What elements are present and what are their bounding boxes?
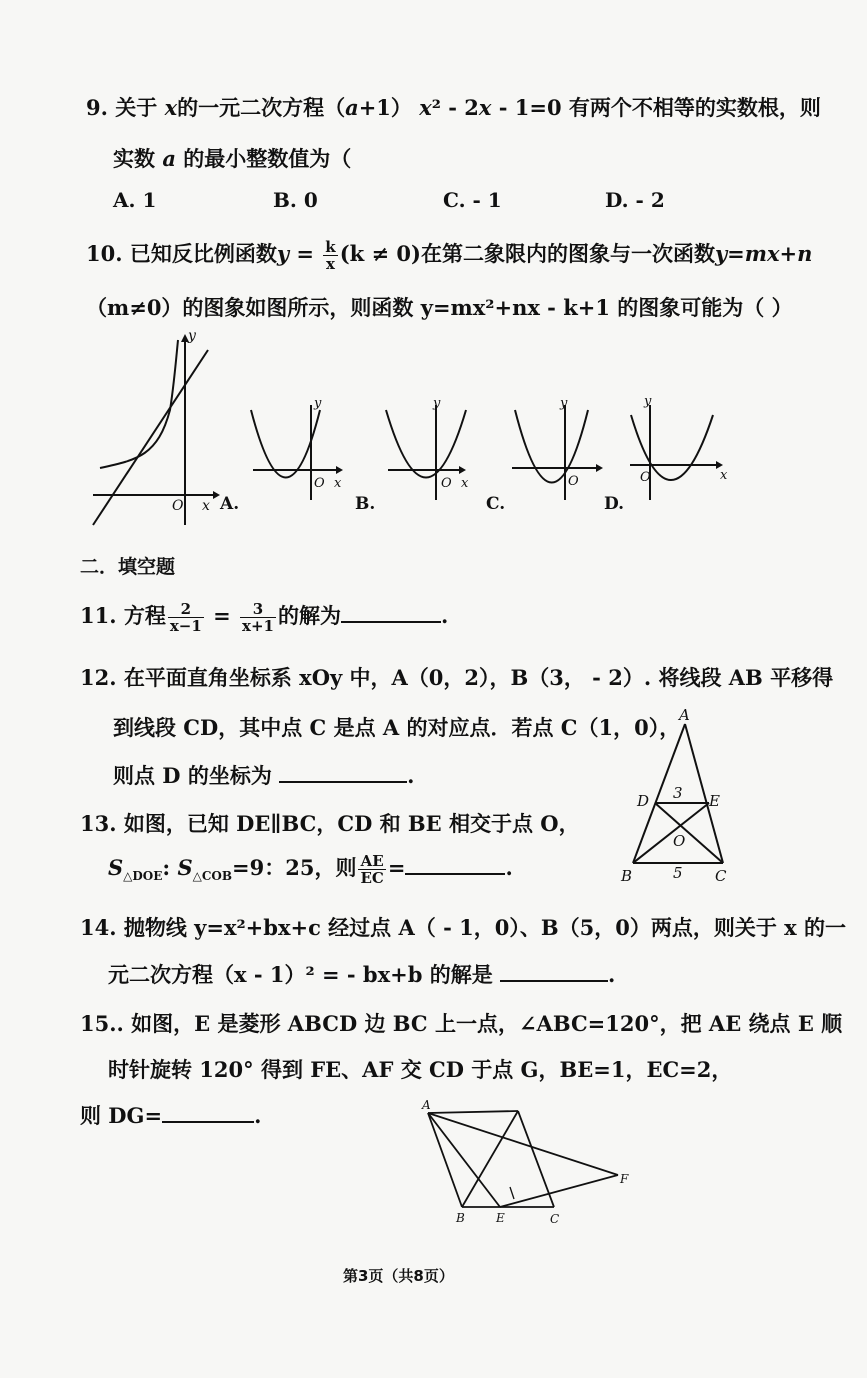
q10-option-b-graph <box>383 395 483 505</box>
q9-text: 实数 <box>113 146 155 171</box>
q13-sub: △COB <box>192 869 233 884</box>
vertex-label-c: C <box>550 1212 560 1226</box>
q10-option-a-label: A. <box>220 494 240 514</box>
axis-label-y: y <box>433 396 441 411</box>
q14-text: 元二次方程（x - 1）² = - bx+b 的解是 <box>108 962 493 987</box>
handwritten-mark-3: 3 <box>673 784 683 802</box>
q9-var: a <box>162 146 176 171</box>
q13-text: =9：25，则 <box>232 855 357 880</box>
segment-ef <box>500 1175 618 1207</box>
axis-label-y: y <box>188 328 196 344</box>
segment-dc <box>655 803 723 863</box>
q14-number: 14. <box>80 915 117 940</box>
origin-label: O <box>640 470 651 485</box>
q11-fraction-2 <box>240 601 276 635</box>
q14-line1 <box>80 912 846 942</box>
q9-text: 的一元二次方程（ <box>177 95 346 120</box>
q13-line2 <box>108 852 513 887</box>
q10-option-a-graph <box>248 395 348 505</box>
q10-frac-num: k <box>325 237 336 256</box>
q9-option-d: D. - 2 <box>605 188 665 212</box>
linear-function-line <box>93 350 208 525</box>
q11-answer-blank[interactable] <box>341 603 441 623</box>
q15-line1 <box>80 1008 842 1038</box>
q9-text: +1） <box>358 95 412 120</box>
q14-line2 <box>108 959 615 989</box>
axis-label-x: x <box>720 468 728 483</box>
q13-colon: : <box>162 855 171 880</box>
q13-s: S <box>177 855 193 880</box>
q10-main-graph <box>88 330 228 530</box>
q15-line3 <box>80 1100 261 1130</box>
x-axis-arrow <box>213 491 220 499</box>
vertex-label-a: A <box>679 706 690 724</box>
q9-text: 关于 <box>115 95 158 120</box>
axis-label-x: x <box>202 498 210 514</box>
q11-line <box>80 600 448 635</box>
q12-line2: 到线段 CD，其中点 C 是点 A 的对应点．若点 C（1，0）， <box>113 715 681 740</box>
q12-number: 12. <box>80 665 117 690</box>
vertex-label-e: E <box>709 792 720 810</box>
q12-line3 <box>113 760 414 790</box>
vertex-label-b: B <box>456 1211 465 1225</box>
frac-den: x+1 <box>242 617 274 635</box>
q10-fraction <box>323 239 337 273</box>
q15-text: 如图，E 是菱形 ABCD 边 BC 上一点，∠ABC=120°，把 AE 绕点 E 顺 <box>131 1011 843 1036</box>
q9-option-b: B. 0 <box>273 188 318 212</box>
q13-end: . <box>505 855 513 880</box>
q10-text: 已知反比例函数 <box>129 241 277 266</box>
parabola <box>386 410 466 478</box>
q10-line2: （m≠0）的图象如图所示，则函数 y=mx²+nx - k+1 的图象可能为（ ） <box>86 295 793 320</box>
q10-option-b-label: B. <box>355 494 376 514</box>
axis-label-y: y <box>644 394 652 409</box>
frac-den: x−1 <box>169 617 202 635</box>
q13-text: 如图，已知 DE∥BC，CD 和 BE 相交于点 O， <box>123 811 580 836</box>
q9-line1 <box>86 92 821 122</box>
q13-eq: = <box>387 855 406 880</box>
q10-option-c-graph <box>510 395 610 505</box>
q14-text: 抛物线 y=x²+bx+c 经过点 A（ - 1，0）、B（5，0）两点，则关于 x 的一 <box>123 915 846 940</box>
q10-var: y <box>276 241 290 266</box>
q11-fraction-1 <box>168 601 204 635</box>
angle-tick <box>510 1187 514 1199</box>
page-footer: 第3页（共8页） <box>343 1267 454 1285</box>
q9-text: 的最小整数值为（ <box>183 146 352 171</box>
vertex-label-d: D <box>637 792 650 810</box>
q13-sub: △DOE <box>123 869 163 884</box>
frac-num: 3 <box>240 601 276 619</box>
point-label-e: E <box>496 1211 505 1225</box>
q14-end: . <box>608 962 616 987</box>
point-label-f: F <box>620 1172 629 1186</box>
vertex-label-b: B <box>621 867 633 885</box>
origin-label: O <box>172 498 184 514</box>
q9-var: x <box>164 95 178 120</box>
axis-label-y: y <box>314 396 322 411</box>
q10-number: 10. <box>86 241 123 266</box>
q11-text: 方程 <box>123 603 166 628</box>
edge-ad <box>428 1111 518 1113</box>
q12-text: 在平面直角坐标系 xOy 中，A（0，2），B（3， - 2）. 将线段 AB 平移得 <box>123 665 834 690</box>
q10-option-d-label: D. <box>604 494 625 514</box>
q9-var: x <box>419 95 432 120</box>
q15-answer-blank[interactable] <box>162 1103 254 1123</box>
q9-option-c: C. - 1 <box>443 188 502 212</box>
q15-line2: 时针旋转 120° 得到 FE、AF 交 CD 于点 G，BE=1，EC=2， <box>108 1057 733 1082</box>
q9-option-a: A. 1 <box>113 188 157 212</box>
q12-end: . <box>407 763 415 788</box>
q15-end: . <box>254 1103 262 1128</box>
q10-text: (k ≠ 0)在第二象限内的图象与一次函数 <box>339 241 715 266</box>
q12-line1 <box>80 662 833 692</box>
parabola <box>515 410 588 483</box>
q10-line1: 10. 已知反比例函数y = $\frac{k}{x}$ (k ≠ 0)在第二象限内的图象与一次函数y=mx+n <box>86 237 813 273</box>
q9-text: ² - 2 <box>431 95 479 120</box>
origin-label: O <box>441 476 452 491</box>
q12-text: 则点 D 的坐标为 <box>113 763 272 788</box>
vertex-label-c: C <box>715 867 727 885</box>
axis-label-y: y <box>560 396 568 411</box>
x-axis-arrow <box>336 466 343 474</box>
q12-answer-blank[interactable] <box>279 763 407 783</box>
q11-end: . <box>441 603 449 628</box>
x-axis-arrow <box>596 464 603 472</box>
q10-text: y=mx+n <box>714 241 813 266</box>
q9-number: 9. <box>86 95 108 120</box>
hyperbola-curve <box>100 340 178 468</box>
edge-dc <box>518 1111 554 1207</box>
q15-rhombus-figure <box>418 1095 633 1230</box>
q9-line2 <box>113 143 351 173</box>
q15-number: 15.. <box>80 1011 124 1036</box>
q9-text: - 1=0 有两个不相等的实数根，则 <box>491 95 821 120</box>
q15-text: 则 DG= <box>80 1103 163 1128</box>
origin-label: O <box>314 476 325 491</box>
section-heading: 二．填空题 <box>80 556 176 578</box>
axis-label-x: x <box>334 476 342 491</box>
axis-label-x: x <box>461 476 469 491</box>
q10-frac-den: x <box>326 255 335 273</box>
q9-var: x <box>478 95 492 120</box>
edge-ab <box>428 1113 462 1207</box>
vertex-label-a: A <box>422 1098 431 1112</box>
q9-var: a <box>345 95 359 120</box>
frac-den: EC <box>360 869 384 887</box>
q13-s: S <box>108 855 124 880</box>
q14-answer-blank[interactable] <box>500 962 608 982</box>
q11-text: 的解为 <box>278 603 341 628</box>
parabola <box>251 410 320 478</box>
q11-eq: = <box>213 603 231 628</box>
frac-num: AE <box>358 853 385 871</box>
q13-answer-blank[interactable] <box>405 855 505 875</box>
q13-triangle-figure <box>615 706 745 886</box>
origin-label: O <box>568 474 579 489</box>
x-axis-arrow <box>459 466 466 474</box>
handwritten-mark-5: 5 <box>673 864 683 882</box>
q13-number: 13. <box>80 811 117 836</box>
q13-fraction <box>358 853 385 887</box>
point-label-o: O <box>673 832 686 850</box>
q10-option-d-graph <box>628 395 733 505</box>
q13-line1 <box>80 808 580 838</box>
frac-num: 2 <box>168 601 204 619</box>
q11-number: 11. <box>80 603 117 628</box>
q10-option-c-label: C. <box>486 494 506 514</box>
